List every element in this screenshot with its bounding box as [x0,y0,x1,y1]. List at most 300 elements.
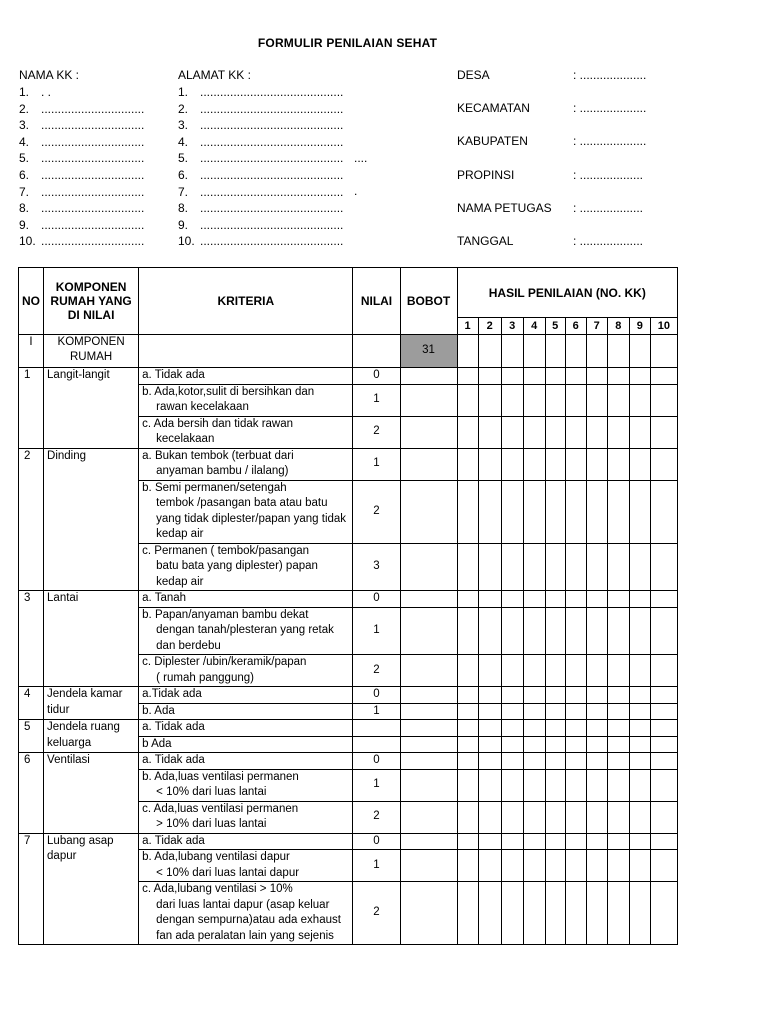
nama-kk-number: 6. [19,167,30,182]
criteria-label: c. Diplester /ubin/keramik/papan [142,656,307,668]
score-cell[interactable] [478,882,501,945]
score-cell[interactable] [545,833,565,850]
score-cell[interactable] [607,480,629,543]
score-cell[interactable] [545,335,565,368]
score-cell[interactable] [650,720,677,737]
score-cell[interactable] [478,480,501,543]
score-cell[interactable] [501,416,523,448]
criteria-row [19,720,678,737]
score-cell[interactable] [565,753,586,770]
score-cell[interactable] [607,769,629,801]
score-cell[interactable] [607,753,629,770]
nama-kk-row [19,84,144,101]
nama-kk-row [19,101,144,118]
score-cell[interactable] [501,703,523,720]
score-cell[interactable] [586,736,607,753]
score-cell[interactable] [629,448,650,480]
criteria-text [139,480,353,543]
score-cell[interactable] [629,753,650,770]
score-cell[interactable] [565,335,586,368]
score-cell[interactable] [607,801,629,833]
score-cell[interactable] [501,448,523,480]
nama-kk-list [19,67,144,250]
score-cell[interactable] [457,882,478,945]
score-cell[interactable] [457,655,478,687]
score-cell[interactable] [586,384,607,416]
criteria-label: c. Ada,luas ventilasi permanen [142,802,299,815]
score-cell[interactable] [650,703,677,720]
score-cell[interactable] [650,543,677,591]
score-cell[interactable] [565,607,586,655]
score-cell[interactable] [629,607,650,655]
score-cell[interactable] [607,448,629,480]
score-cell[interactable] [629,543,650,591]
score-cell[interactable] [523,769,545,801]
score-cell[interactable] [650,801,677,833]
score-cell[interactable] [545,882,565,945]
item-name: Dinding [44,448,139,591]
score-cell[interactable] [650,687,677,704]
score-cell[interactable] [607,416,629,448]
score-cell[interactable] [457,591,478,608]
score-cell[interactable] [607,335,629,368]
score-cell[interactable] [607,833,629,850]
score-cell[interactable] [607,655,629,687]
item-no: 6 [19,753,44,834]
score-cell[interactable] [586,720,607,737]
nama-kk-blank: ............................... [41,167,145,182]
score-cell[interactable] [501,687,523,704]
criteria-bobot [400,543,457,591]
score-cell[interactable] [457,833,478,850]
score-cell[interactable] [629,655,650,687]
nama-kk-row [19,150,144,167]
criteria-text [139,448,353,480]
score-cell[interactable] [565,687,586,704]
score-cell[interactable] [457,480,478,543]
item-no: 7 [19,833,44,945]
criteria-nilai: 2 [353,416,400,448]
score-cell[interactable] [523,833,545,850]
score-cell[interactable] [478,591,501,608]
score-cell[interactable] [565,850,586,882]
kk-number-header: 5 [545,318,565,335]
score-cell[interactable] [586,368,607,385]
score-cell[interactable] [478,448,501,480]
score-cell[interactable] [565,448,586,480]
score-cell[interactable] [629,833,650,850]
score-cell[interactable] [650,769,677,801]
nama-kk-row [19,117,144,134]
score-cell[interactable] [545,850,565,882]
nama-kk-row [19,167,144,184]
score-cell[interactable] [650,368,677,385]
score-cell[interactable] [586,753,607,770]
score-cell[interactable] [586,769,607,801]
criteria-nilai: 2 [353,655,400,687]
score-cell[interactable] [545,703,565,720]
item-no: 4 [19,687,44,720]
score-cell[interactable] [607,703,629,720]
score-cell[interactable] [586,448,607,480]
score-cell[interactable] [523,591,545,608]
criteria-nilai: 0 [353,687,400,704]
score-cell[interactable] [523,720,545,737]
location-row [457,200,687,233]
score-cell[interactable] [565,882,586,945]
score-cell[interactable] [545,480,565,543]
score-cell[interactable] [457,335,478,368]
score-cell[interactable] [478,543,501,591]
score-cell[interactable] [650,384,677,416]
score-cell[interactable] [565,801,586,833]
score-cell[interactable] [523,687,545,704]
score-cell[interactable] [523,416,545,448]
score-cell[interactable] [457,736,478,753]
score-cell[interactable] [650,607,677,655]
location-blank: : ................... [573,233,644,248]
score-cell[interactable] [629,703,650,720]
score-cell[interactable] [565,736,586,753]
criteria-text [139,833,353,850]
nama-kk-blank: ............................... [41,151,145,166]
section-kriteria [139,335,353,368]
score-cell[interactable] [478,801,501,833]
score-cell[interactable] [629,769,650,801]
score-cell[interactable] [457,850,478,882]
score-cell[interactable] [478,720,501,737]
criteria-continuation: anyaman bambu / ilalang) [156,465,289,477]
criteria-bobot [400,368,457,385]
score-cell[interactable] [501,607,523,655]
score-cell[interactable] [523,368,545,385]
score-cell[interactable] [523,753,545,770]
score-cell[interactable] [565,416,586,448]
nama-kk-number: 1. [19,85,30,99]
score-cell[interactable] [457,543,478,591]
score-cell[interactable] [650,833,677,850]
score-cell[interactable] [607,736,629,753]
criteria-bobot [400,801,457,833]
score-cell[interactable] [523,736,545,753]
score-cell[interactable] [501,720,523,737]
location-label: KABUPATEN [457,134,528,149]
criteria-text [139,591,353,608]
score-cell[interactable] [545,607,565,655]
score-cell[interactable] [545,753,565,770]
score-cell[interactable] [650,882,677,945]
score-cell[interactable] [545,769,565,801]
score-cell[interactable] [586,480,607,543]
score-cell[interactable] [607,687,629,704]
score-cell[interactable] [586,703,607,720]
kk-number-header: 8 [607,318,629,335]
score-cell[interactable] [523,384,545,416]
assessment-table [18,267,678,945]
header-hasil: HASIL PENILAIAN (NO. KK) [457,268,677,318]
score-cell[interactable] [478,753,501,770]
score-cell[interactable] [501,591,523,608]
header-kriteria: KRITERIA [139,268,353,335]
score-cell[interactable] [478,736,501,753]
section-bobot: 31 [400,335,457,368]
score-cell[interactable] [478,607,501,655]
form-title: FORMULIR PENILAIAN SEHAT [257,36,438,50]
criteria-text [139,368,353,385]
score-cell[interactable] [523,480,545,543]
score-cell[interactable] [501,882,523,945]
nama-kk-number: 7. [19,184,30,199]
score-cell[interactable] [457,384,478,416]
score-cell[interactable] [478,416,501,448]
criteria-row [19,368,678,385]
criteria-continuation: ( rumah panggung) [156,671,254,684]
score-cell[interactable] [629,591,650,608]
score-cell[interactable] [478,687,501,704]
score-cell[interactable] [457,687,478,704]
score-cell[interactable] [501,368,523,385]
score-cell[interactable] [523,801,545,833]
score-cell[interactable] [607,607,629,655]
score-cell[interactable] [501,335,523,368]
criteria-nilai: 1 [353,850,400,882]
alamat-kk-row [178,134,343,151]
score-cell[interactable] [523,448,545,480]
score-cell[interactable] [501,753,523,770]
criteria-text [139,882,353,945]
score-cell[interactable] [607,720,629,737]
score-cell[interactable] [523,655,545,687]
nama-kk-blank: . . [41,85,52,99]
score-cell[interactable] [565,720,586,737]
score-cell[interactable] [457,607,478,655]
score-cell[interactable] [629,416,650,448]
score-cell[interactable] [501,384,523,416]
location-row [457,233,687,266]
criteria-continuation: dengan tanah/plesteran yang retak dan berdebu [156,624,334,652]
criteria-row [19,687,678,704]
item-no: 1 [19,368,44,449]
score-cell[interactable] [501,801,523,833]
criteria-bobot [400,720,457,737]
score-cell[interactable] [545,655,565,687]
score-cell[interactable] [457,703,478,720]
score-cell[interactable] [650,416,677,448]
section-name: KOMPONEN RUMAH [44,335,139,368]
header-komponen: KOMPONEN RUMAH YANG DI NILAI [44,268,139,335]
score-cell[interactable] [501,655,523,687]
header-nilai: NILAI [353,268,400,335]
score-cell[interactable] [607,591,629,608]
criteria-label: a. Tanah [142,592,187,604]
score-cell[interactable] [629,736,650,753]
criteria-nilai [353,736,400,753]
alamat-kk-row [178,84,343,101]
criteria-nilai: 2 [353,882,400,945]
nama-kk-row [19,184,144,201]
score-cell[interactable] [629,850,650,882]
score-cell[interactable] [478,703,501,720]
score-cell[interactable] [545,591,565,608]
score-cell[interactable] [629,335,650,368]
score-cell[interactable] [565,703,586,720]
score-cell[interactable] [501,850,523,882]
criteria-bobot [400,833,457,850]
score-cell[interactable] [650,655,677,687]
score-cell[interactable] [478,850,501,882]
score-cell[interactable] [586,543,607,591]
location-blank: : ................... [573,200,644,215]
score-cell[interactable] [586,655,607,687]
alamat-kk-number: 5. [178,151,189,166]
criteria-bobot [400,480,457,543]
score-cell[interactable] [501,769,523,801]
score-cell[interactable] [478,833,501,850]
score-cell[interactable] [586,882,607,945]
score-cell[interactable] [586,591,607,608]
score-cell[interactable] [501,543,523,591]
item-name: Jendela ruang keluarga [44,720,139,753]
alamat-kk-number: 2. [178,101,189,116]
location-row [457,100,687,133]
location-blank: : .................... [573,101,647,116]
alamat-kk-number: 1. [178,85,189,99]
criteria-text [139,687,353,704]
score-cell[interactable] [586,607,607,655]
score-cell[interactable] [478,335,501,368]
score-cell[interactable] [629,720,650,737]
score-cell[interactable] [650,335,677,368]
score-cell[interactable] [650,753,677,770]
criteria-continuation: dari luas lantai dapur (asap keluar dengan sempurna)atau ada exhaust fan ada peralatan lain yang sejenis [156,898,341,942]
criteria-label: b Ada [142,737,172,750]
score-cell[interactable] [650,850,677,882]
score-cell[interactable] [457,368,478,385]
score-cell[interactable] [565,480,586,543]
score-cell[interactable] [565,591,586,608]
item-no: 5 [19,720,44,753]
score-cell[interactable] [457,448,478,480]
score-cell[interactable] [586,416,607,448]
score-cell[interactable] [457,416,478,448]
criteria-text [139,607,353,655]
score-cell[interactable] [501,736,523,753]
score-cell[interactable] [545,543,565,591]
criteria-continuation: tembok /pasangan bata atau batu yang tidak diplester/papan yang tidak kedap air [156,497,347,540]
score-cell[interactable] [629,882,650,945]
score-cell[interactable] [523,607,545,655]
score-cell[interactable] [523,882,545,945]
score-cell[interactable] [586,833,607,850]
alamat-kk-number: 8. [178,201,189,216]
score-cell[interactable] [545,448,565,480]
score-cell[interactable] [629,801,650,833]
score-cell[interactable] [457,720,478,737]
score-cell[interactable] [545,687,565,704]
score-cell[interactable] [629,384,650,416]
score-cell[interactable] [565,655,586,687]
score-cell[interactable] [478,769,501,801]
criteria-nilai: 1 [353,703,400,720]
score-cell[interactable] [565,769,586,801]
score-cell[interactable] [457,801,478,833]
score-cell[interactable] [650,591,677,608]
score-cell[interactable] [586,687,607,704]
score-cell[interactable] [629,368,650,385]
score-cell[interactable] [545,416,565,448]
score-cell[interactable] [629,480,650,543]
score-cell[interactable] [545,736,565,753]
score-cell[interactable] [545,801,565,833]
score-cell[interactable] [523,850,545,882]
alamat-kk-row [178,233,343,250]
criteria-continuation: rawan kecelakaan [156,401,249,413]
score-cell[interactable] [545,384,565,416]
location-blank: : .................... [573,134,647,149]
score-cell[interactable] [565,384,586,416]
score-cell[interactable] [565,543,586,591]
score-cell[interactable] [607,368,629,385]
criteria-nilai: 1 [353,448,400,480]
location-row [457,67,687,100]
alamat-kk-blank: ........................................... [200,118,344,133]
nama-kk-number: 4. [19,134,30,149]
score-cell[interactable] [607,882,629,945]
score-cell[interactable] [501,833,523,850]
criteria-label: b. Ada,luas ventilasi permanen [142,770,299,783]
score-cell[interactable] [478,655,501,687]
score-cell[interactable] [523,703,545,720]
criteria-nilai: 0 [353,833,400,850]
score-cell[interactable] [501,480,523,543]
criteria-nilai: 0 [353,753,400,770]
score-cell[interactable] [586,850,607,882]
score-cell[interactable] [457,769,478,801]
score-cell[interactable] [586,801,607,833]
kk-number-header: 3 [501,318,523,335]
alamat-kk-blank: ........................................... [200,167,344,182]
criteria-label: a. Tidak ada [142,369,205,381]
score-cell[interactable] [629,687,650,704]
score-cell[interactable] [545,368,565,385]
criteria-text [139,543,353,591]
criteria-bobot [400,607,457,655]
score-cell[interactable] [523,543,545,591]
criteria-bobot [400,736,457,753]
score-cell[interactable] [650,480,677,543]
score-cell[interactable] [650,736,677,753]
score-cell[interactable] [586,335,607,368]
location-blank: : ................... [573,167,644,182]
score-cell[interactable] [607,850,629,882]
score-cell[interactable] [457,753,478,770]
criteria-continuation: batu bata yang diplester) papan kedap air [156,560,318,588]
score-cell[interactable] [565,368,586,385]
score-cell[interactable] [545,720,565,737]
criteria-label: c. Ada bersih dan tidak rawan [142,417,294,430]
score-cell[interactable] [607,543,629,591]
nama-kk-blank: ............................... [41,184,145,199]
score-cell[interactable] [565,833,586,850]
score-cell[interactable] [523,335,545,368]
score-cell[interactable] [478,368,501,385]
score-cell[interactable] [607,384,629,416]
score-cell[interactable] [478,384,501,416]
score-cell[interactable] [650,448,677,480]
alamat-kk-number: 6. [178,167,189,182]
nama-kk-number: 10. [19,234,36,249]
criteria-nilai: 2 [353,480,400,543]
